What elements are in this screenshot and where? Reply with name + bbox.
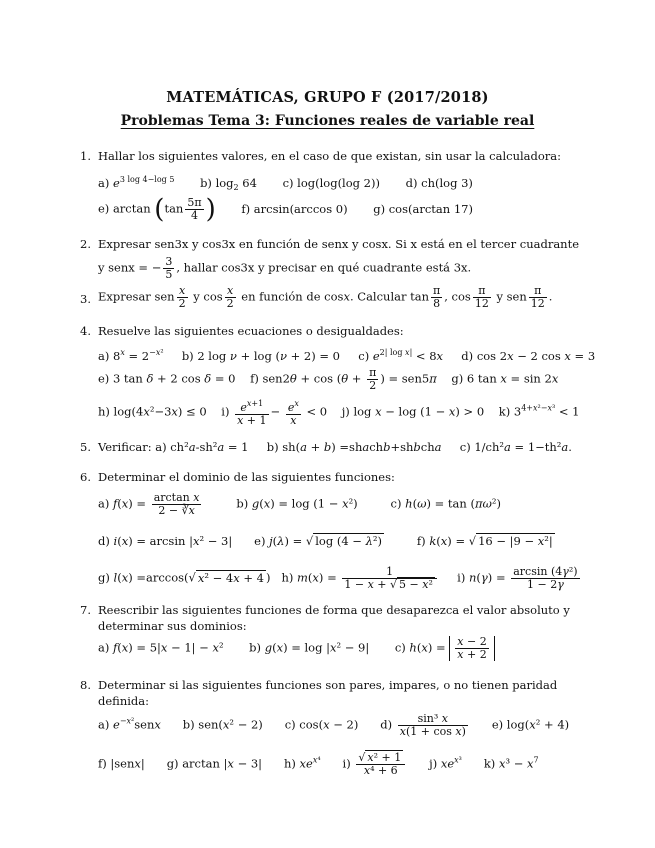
problem-3-statement: Expresar sen $\frac{x}{2}$ y cos $\frac{x}{2}$ en función de cosx. Calcular tan $\frac{\pi}{8}$ , cos $\frac{\pi}{12}$ y sen $\frac{\pi}{12}$ . (98, 284, 553, 310)
problem-7-items: a) f(x) = 5|x − 1| − x² b) g(x) = log |x² − 9| c) h(x) = $\frac{x - 2}{x + 2}$ (98, 636, 495, 661)
problem-number: 8. (80, 678, 91, 692)
problem-4-items-a: a) $8^x = 2^{-x^2}$ b) 2 log ν + log (ν + 2) = 0 c) $e^{2| log x|} < 8x$ d) cos 2x − 2 cos x = 3 (98, 348, 596, 363)
problem-4-items-b: e) 3 tan δ + 2 cos δ = 0 f) sen2θ + cos (θ + $\frac{\pi}{2}$ ) = sen5π g) 6 tan x = sin 2x (98, 366, 559, 392)
problem-7-statement: Reescribir las siguientes funciones de forma que desaparezca el valor absoluto y (98, 603, 570, 617)
problem-7-continuation: determinar sus dominios: (98, 619, 247, 633)
problem-8-items-a: a) $e^{-x^2}senx$ b) sen(x² − 2) c) cos(x − 2) d) $\frac{\text{sin³ x}}{\text{x(1 + cos x)}}$ e) log(x² + 4) (98, 712, 570, 738)
problem-number: 2. (80, 237, 91, 251)
problem-number: 6. (80, 470, 91, 484)
problem-2-continuation: y senx = − $\frac{3}{5}$ , hallar cos3x y precisar en qué cuadrante está 3x. (98, 255, 472, 281)
problem-6-items-a: a) f(x) = $\frac{\text{arctan x}}{2 - ∛x}$ b) g(x) = log (1 − x²) c) h(ω) = tan (πω²) (98, 491, 501, 517)
problem-4-items-c: h) log(4x²−3x) ≤ 0 i) $\frac{e^{x+1}}{x + 1}$ − $\frac{e^x}{x}$ < 0 j) log x − log (1 − x) > 0 k) $3^{4+x^2-x^3} < 1$ (98, 399, 580, 427)
problem-1-statement: Hallar los siguientes valores, en el caso de que existan, sin usar la calculadora: (98, 149, 562, 163)
problem-2-statement: Expresar sen3x y cos3x en función de senx y cosx. Si x está en el tercer cuadrante (98, 237, 580, 251)
problem-6-items-c: g) l(x) =arccos(√ x² − 4x + 4 ) h) m(x) = $\frac{1}{\text{1 − x + √ 5 − x²}}$ i) n(γ) = $\frac{\text{arcsin (4γ²)}}{1 - 2\gamma}$ (98, 565, 578, 591)
problem-1-items-a: a) $e^{3 log 4-log 5}$ b) $\log_2 64$ c) log(log(log 2)) d) ch(log 3) (98, 175, 473, 192)
problem-number: 4. (80, 324, 91, 338)
problem-8-continuation: definida: (98, 694, 150, 708)
problem-4-statement: Resuelve las siguientes ecuaciones o desigualdades: (98, 324, 404, 338)
problem-number: 3. (80, 292, 91, 306)
problem-number: 5. (80, 440, 91, 454)
page-subtitle: Problemas Tema 3: Funciones reales de variable real (120, 113, 535, 129)
problem-1-items-b: e) arctan (tan $\frac{5\pi}{4}$ ) f) arcsin(arccos 0) g) cos(arctan 17) (98, 194, 473, 225)
problem-8-statement: Determinar si las siguientes funciones son pares, impares, o no tienen paridad (98, 678, 558, 692)
problem-number: 1. (80, 149, 91, 163)
page-title: MATEMÁTICAS, GRUPO F (2017/2018) (166, 89, 489, 106)
problem-8-items-b: f) |senx| g) arctan |x − 3| h) $xe^{x^4}$ i) $\frac{\text{√ x² + 1}}{\text{x⁴ + 6}}$ j) $xe^{x^3}$ k) $x^3 - x^7$ (98, 751, 539, 777)
problem-number: 7. (80, 603, 91, 617)
problem-5-statement: Verificar: a) ch²a-sh²a = 1 b) sh(a + b) =shachb+shbcha c) 1/ch²a = 1−th²a. (98, 440, 572, 454)
problem-6-items-b: d) i(x) = arcsin |x² − 3| e) j(λ) = √ log (4 − λ²) f) k(x) = √ 16 − |9 − x²| (98, 534, 553, 548)
problem-6-statement: Determinar el dominio de las siguientes funciones: (98, 470, 395, 484)
